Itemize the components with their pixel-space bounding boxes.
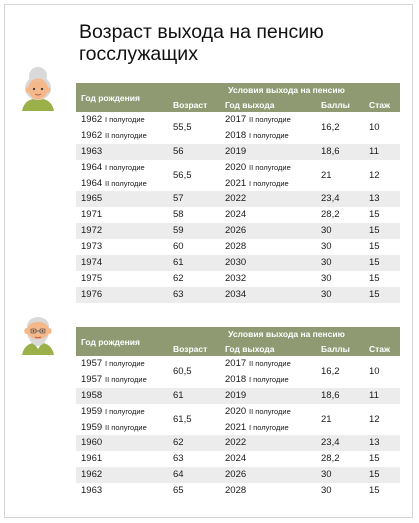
birth-year-cell: 1963 [76, 144, 168, 160]
experience-cell: 11 [364, 144, 400, 160]
exit-year-cell: 2018 I полугодие [220, 128, 316, 144]
age-cell: 55,5 [168, 112, 220, 144]
birth-year-cell: 1962 II полугодие [76, 128, 168, 144]
experience-cell: 11 [364, 388, 400, 404]
table-row [76, 467, 400, 483]
exit-year-cell: 2026 [220, 223, 316, 239]
points-cell: 21 [316, 404, 364, 436]
birth-year-cell: 1972 [76, 223, 168, 239]
exit-year-cell: 2030 [220, 255, 316, 271]
birth-year-cell: 1971 [76, 207, 168, 223]
age-cell: 62 [168, 271, 220, 287]
birth-year-cell: 1964 I полугодие [76, 160, 168, 176]
header-age: Возраст [168, 341, 220, 356]
table-row [76, 191, 400, 207]
exit-year-cell: 2026 [220, 467, 316, 483]
birth-year-cell: 1962 [76, 467, 168, 483]
age-cell: 64 [168, 467, 220, 483]
points-cell: 30 [316, 483, 364, 499]
points-cell: 16,2 [316, 112, 364, 144]
experience-cell: 15 [364, 451, 400, 467]
birth-year-cell: 1963 [76, 483, 168, 499]
header-exit-year: Год выхода [220, 97, 316, 112]
age-cell: 58 [168, 207, 220, 223]
points-cell: 18,6 [316, 388, 364, 404]
age-cell: 56 [168, 144, 220, 160]
points-cell: 30 [316, 271, 364, 287]
table-row [76, 435, 400, 451]
exit-year-cell: 2022 [220, 191, 316, 207]
table-row [76, 223, 400, 239]
experience-cell: 15 [364, 207, 400, 223]
header-exit-year: Год выхода [220, 341, 316, 356]
elderly-man-icon [14, 307, 62, 355]
age-cell: 56,5 [168, 160, 220, 192]
experience-cell: 10 [364, 356, 400, 388]
header-age: Возраст [168, 97, 220, 112]
exit-year-cell: 2019 [220, 144, 316, 160]
experience-cell: 13 [364, 435, 400, 451]
age-cell: 59 [168, 223, 220, 239]
points-cell: 30 [316, 223, 364, 239]
pension-table-men [76, 327, 400, 499]
table-row [76, 356, 400, 372]
header-experience: Стаж [364, 341, 400, 356]
experience-cell: 15 [364, 467, 400, 483]
exit-year-cell: 2020 II полугодие [220, 160, 316, 176]
age-cell: 61,5 [168, 404, 220, 436]
points-cell: 18,6 [316, 144, 364, 160]
points-cell: 16,2 [316, 356, 364, 388]
experience-cell: 15 [364, 483, 400, 499]
exit-year-cell: 2021 I полугодие [220, 420, 316, 436]
exit-year-cell: 2017 II полугодие [220, 112, 316, 128]
table-row [76, 388, 400, 404]
header-experience: Стаж [364, 97, 400, 112]
points-cell: 23,4 [316, 191, 364, 207]
birth-year-cell: 1973 [76, 239, 168, 255]
exit-year-cell: 2019 [220, 388, 316, 404]
table-row [76, 287, 400, 303]
exit-year-cell: 2024 [220, 451, 316, 467]
points-cell: 28,2 [316, 451, 364, 467]
header-birth-year: Год рождения [76, 327, 168, 356]
exit-year-cell: 2021 I полугодие [220, 176, 316, 192]
header-conditions: Условия выхода на пенсию [168, 327, 400, 341]
header-points: Баллы [316, 97, 364, 112]
age-cell: 57 [168, 191, 220, 207]
age-cell: 65 [168, 483, 220, 499]
exit-year-cell: 2032 [220, 271, 316, 287]
age-cell: 60,5 [168, 356, 220, 388]
exit-year-cell: 2028 [220, 239, 316, 255]
table-row [76, 483, 400, 499]
header-points: Баллы [316, 341, 364, 356]
table-row [76, 160, 400, 176]
points-cell: 30 [316, 239, 364, 255]
birth-year-cell: 1959 II полугодие [76, 420, 168, 436]
experience-cell: 10 [364, 112, 400, 144]
elderly-woman-icon [14, 63, 62, 111]
experience-cell: 15 [364, 239, 400, 255]
table-row [76, 239, 400, 255]
birth-year-cell: 1964 II полугодие [76, 176, 168, 192]
points-cell: 28,2 [316, 207, 364, 223]
age-cell: 60 [168, 239, 220, 255]
exit-year-cell: 2018 I полугодие [220, 372, 316, 388]
exit-year-cell: 2028 [220, 483, 316, 499]
age-cell: 63 [168, 287, 220, 303]
points-cell: 23,4 [316, 435, 364, 451]
experience-cell: 13 [364, 191, 400, 207]
birth-year-cell: 1975 [76, 271, 168, 287]
experience-cell: 15 [364, 255, 400, 271]
birth-year-cell: 1957 I полугодие [76, 356, 168, 372]
page-title: Возраст выхода на пенсию госслужащих [79, 21, 324, 65]
exit-year-cell: 2022 [220, 435, 316, 451]
exit-year-cell: 2017 II полугодие [220, 356, 316, 372]
points-cell: 30 [316, 255, 364, 271]
header-conditions: Условия выхода на пенсию [168, 83, 400, 97]
points-cell: 30 [316, 467, 364, 483]
age-cell: 61 [168, 388, 220, 404]
exit-year-cell: 2034 [220, 287, 316, 303]
birth-year-cell: 1962 I полугодие [76, 112, 168, 128]
points-cell: 21 [316, 160, 364, 192]
birth-year-cell: 1976 [76, 287, 168, 303]
table-row [76, 255, 400, 271]
birth-year-cell: 1957 II полугодие [76, 372, 168, 388]
experience-cell: 12 [364, 404, 400, 436]
table-row [76, 112, 400, 128]
experience-cell: 15 [364, 287, 400, 303]
exit-year-cell: 2020 II полугодие [220, 404, 316, 420]
age-cell: 63 [168, 451, 220, 467]
birth-year-cell: 1960 [76, 435, 168, 451]
points-cell: 30 [316, 287, 364, 303]
experience-cell: 12 [364, 160, 400, 192]
experience-cell: 15 [364, 271, 400, 287]
birth-year-cell: 1959 I полугодие [76, 404, 168, 420]
age-cell: 62 [168, 435, 220, 451]
experience-cell: 15 [364, 223, 400, 239]
table-row [76, 144, 400, 160]
age-cell: 61 [168, 255, 220, 271]
pension-table-women [76, 83, 400, 303]
birth-year-cell: 1965 [76, 191, 168, 207]
table-row [76, 451, 400, 467]
table-row [76, 271, 400, 287]
birth-year-cell: 1974 [76, 255, 168, 271]
exit-year-cell: 2024 [220, 207, 316, 223]
table-row [76, 207, 400, 223]
birth-year-cell: 1958 [76, 388, 168, 404]
header-birth-year: Год рождения [76, 83, 168, 112]
table-row [76, 404, 400, 420]
birth-year-cell: 1961 [76, 451, 168, 467]
